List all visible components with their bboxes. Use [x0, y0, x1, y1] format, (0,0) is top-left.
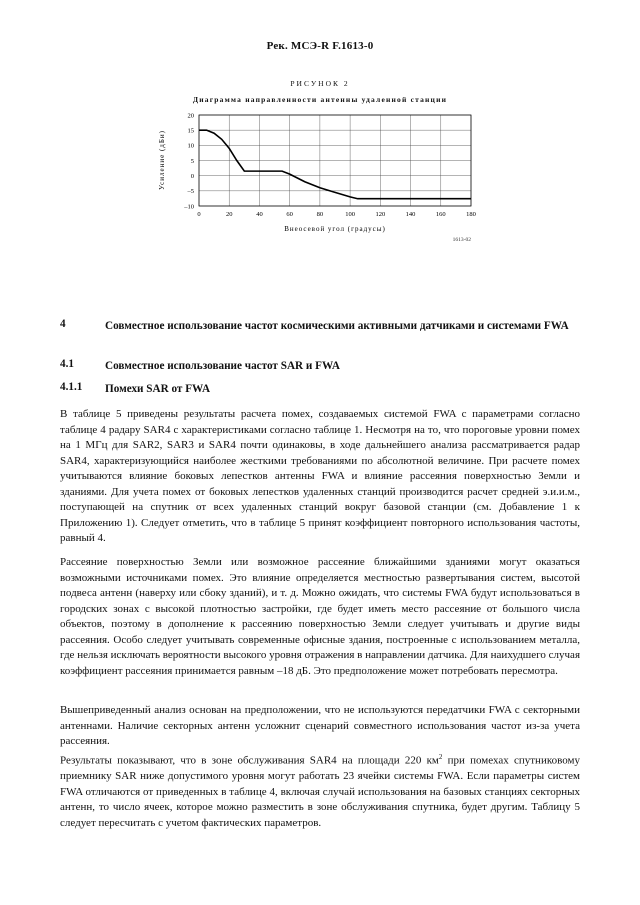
figure-code: 1613-02: [452, 237, 471, 243]
series-line: [199, 130, 471, 199]
y-tick-label: –5: [187, 188, 194, 196]
section-number: 4: [60, 318, 66, 330]
y-tick-label: 5: [190, 157, 194, 165]
section-title: Помехи SAR от FWA: [105, 383, 211, 395]
x-tick-labels: [197, 211, 476, 218]
section-number: 4.1: [60, 358, 74, 370]
x-tick-label: 80: [316, 211, 324, 218]
paragraph: Вышеприведенный анализ основан на предположении, что не используются передатчики FWA с секторными антеннами. Наличие секторных антенн усложнит сценарий совместного использования частот из-за учета рассеяния.: [60, 704, 580, 747]
x-tick-label: 60: [286, 211, 293, 218]
paragraph: Результаты показывают, что в зоне обслуживания SAR4 на площади 220 $км^2$ при помехах спутниковому приемнику SAR ниже допустимого уровня могут работать 23 ячейки системы FWA. Если параметры систем FWA отличаются от приведенных в таблице 4, включая случай использования на базовых станциях секторных антенн, то число ячеек, которое можно разместить в зоне обслуживания спутника, будет другим. Таблицу 5 следует пересчитать с учетом фактических параметров.: [60, 753, 580, 829]
x-tick-label: 20: [225, 211, 233, 218]
x-tick-label: 0: [197, 211, 201, 218]
section-title: Совместное использование частот SAR и FWA: [105, 360, 340, 372]
section-number: 4.1.1: [60, 381, 83, 393]
x-tick-label: 180: [466, 211, 476, 218]
y-tick-label: 20: [187, 112, 194, 120]
figure-label: РИСУНОК 2: [290, 79, 350, 88]
y-tick-label: 0: [190, 172, 194, 180]
x-tick-label: 140: [405, 211, 416, 218]
x-tick-label: 100: [345, 211, 355, 218]
series-group: [199, 130, 471, 199]
paragraph: В таблице 5 приведены результаты расчета помех, создаваемых системой FWA с параметрами согласно таблице 4 радару SAR4 с характеристиками согласно таблице 1. Несмотря на то, что пороговые уровни помех на 1 МГц для SAR2, SAR3 и SAR4 почти одинаковы, в ходе дальнейшего анализа рассматривается радар SAR4, характеризующийся наиболее жесткими требованиями по абсолютной величине. При расчете помех учитываются влияние боковых лепестков антенны FWA и влияние рассеяния поверхностью Земли и зданиями. Для учета помех от боковых лепестков удаленных станций производится расчет средней э.и.и.м., поступающей на спутник от всех удаленных станций вокруг базовой станции (см. Добавление 1 к Приложению 1). Следует отметить, что в таблице 5 принят коэффициент повторного использования частоты, равный 4.: [60, 408, 580, 544]
y-tick-label: 15: [187, 127, 194, 135]
x-tick-label: 120: [375, 211, 386, 218]
y-tick-label: 10: [187, 142, 194, 150]
x-tick-label: 40: [256, 211, 263, 218]
figure-title: Диаграмма направленности антенны удаленной станции: [192, 95, 448, 104]
section-title: Совместное использование частот космическими активными датчиками и системами FWA: [105, 320, 569, 332]
y-tick-label: –10: [184, 203, 194, 211]
section-4-1-heading: [60, 358, 580, 374]
y-tick-labels: [183, 112, 194, 210]
antenna-pattern-chart: [150, 108, 490, 243]
x-tick-label: 160: [435, 211, 446, 218]
section-4-heading: [60, 318, 580, 352]
page-header: Рек. МСЭ-R F.1613-0: [266, 40, 374, 52]
section-4-1-1-heading: [60, 381, 580, 397]
y-axis-label: Усиление (дБи): [158, 130, 166, 190]
paragraph: Рассеяние поверхностью Земли или возможное рассеяние ближайшими зданиями могут оказаться возможными источниками помех. Это влияние определяется местностью развертывания систем, высотой подвеса антенн (наверху или сбоку зданий), и т. д. Можно ожидать, что системы FWA будут использоваться в городских зонах с высокой плотностью застройки, где будет иметь место рассеяние от большого числа объектов, поэтому в дополнение к рассеянию поверхностью Земли следует учитывать и другие виды рассеяния. Особо следует учитывать современные офисные здания, построенные с использованием металла, где нельзя исключать вероятности высокого уровня отражения в направлении датчика. Для наихудшего случая коэффициент рассеяния принимается равным –18 дБ. Это предположение может потребовать пересмотра.: [60, 556, 580, 677]
x-axis-label: Внеосевой угол (градусы): [284, 225, 386, 233]
